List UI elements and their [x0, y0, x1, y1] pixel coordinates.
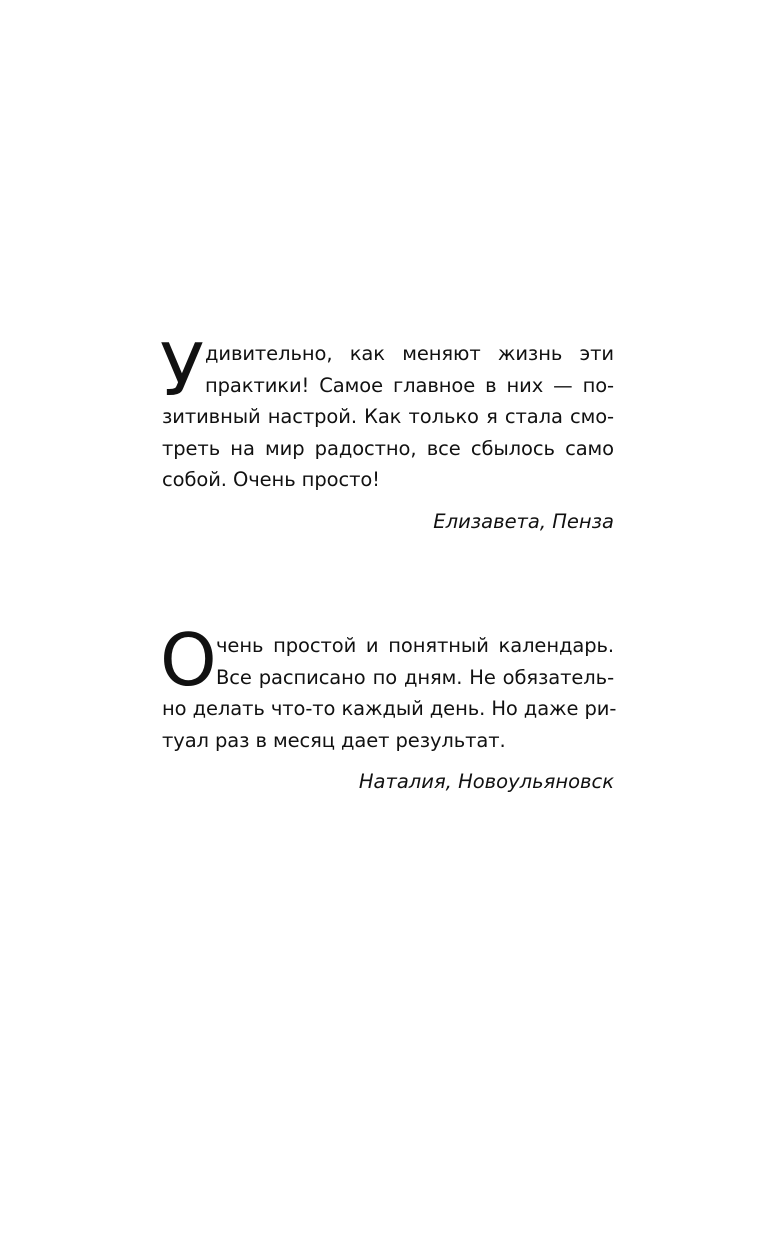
text-line: собой. Очень просто! [162, 468, 380, 491]
text-line: Все расписано по дням. Не обязатель- [216, 665, 614, 689]
drop-cap-letter: О [160, 618, 217, 702]
testimonial-author: Наталия, Новоульяновск [358, 770, 614, 793]
text-line: туал раз в месяц дает результат. [162, 728, 506, 752]
text-line: практики! Самое главное в них — по- [205, 373, 614, 397]
testimonial-2 [160, 618, 617, 797]
testimonial-1-text [160, 328, 614, 496]
text-line: дивительно, как меняют жизнь эти [205, 342, 614, 365]
drop-cap-letter: У [160, 328, 202, 412]
testimonial-1 [160, 328, 614, 537]
testimonial-author: Елизавета, Пенза [433, 509, 614, 533]
text-line: чень простой и понятный календарь. [216, 634, 614, 657]
text-line: зитивный настрой. Как только я стала смо- [162, 405, 614, 428]
text-line: но делать что-то каждый день. Но даже ри- [162, 697, 617, 720]
text-line: треть на мир радостно, все сбылось само [162, 436, 614, 460]
testimonial-2-text [160, 618, 617, 756]
